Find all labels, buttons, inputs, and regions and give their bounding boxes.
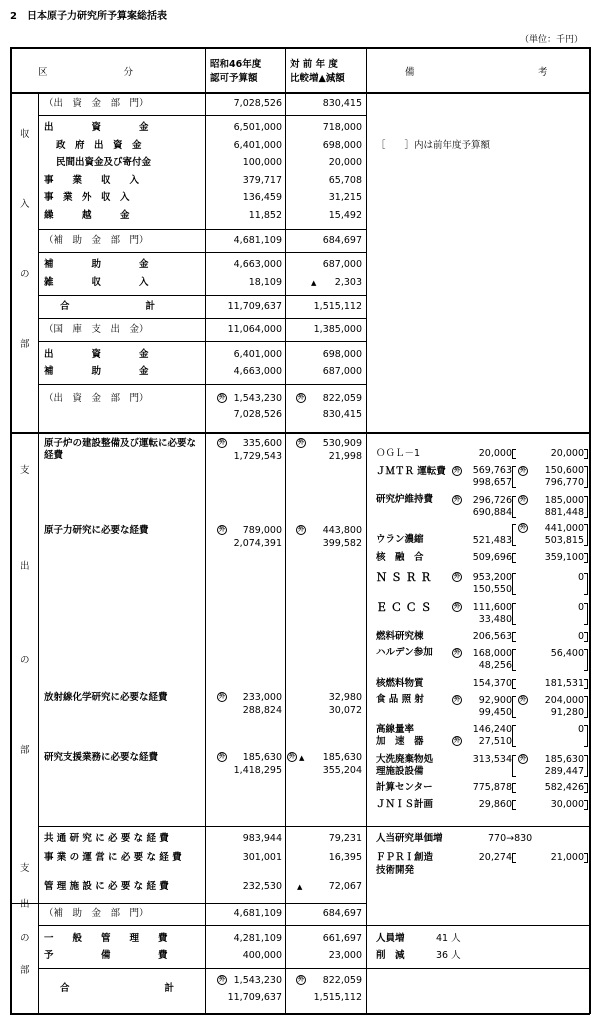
expense-row-budget-b: 1,729,543 <box>233 451 282 462</box>
note-prev: 150,600 <box>544 465 584 476</box>
note-prev: 796,770 <box>544 477 584 488</box>
note-prev: 20,000 <box>550 448 584 459</box>
grand-total-label: 合 計 <box>60 983 175 994</box>
income-row-budget-a: 1,543,230 <box>233 393 282 404</box>
note-name: 核 融 合 <box>376 552 424 563</box>
note-prev: 91,280 <box>550 707 584 718</box>
note-value: 998,657 <box>472 477 512 488</box>
subsidy-row-diff: 23,000 <box>328 950 362 961</box>
note-prev: 185,630 <box>544 754 584 765</box>
bracket <box>584 573 588 595</box>
note-value: 313,534 <box>472 754 512 765</box>
expense-side-3: の <box>20 655 30 666</box>
note-name: ＪＭＴＲ 運転費 <box>376 466 446 477</box>
expense-side2-1: 支 <box>20 863 30 874</box>
income-row-label: 補 助 金 <box>44 366 149 377</box>
income-row-label: 補 助 金 <box>44 259 149 270</box>
income-total-label: 合 計 <box>60 301 156 312</box>
income-row-diff: 830,415 <box>322 98 362 109</box>
expense-row-label: 研究支援業務に必要な経費 <box>44 752 159 763</box>
note-value: 92,900 <box>478 695 512 706</box>
note-value: 690,884 <box>472 507 512 518</box>
common-row-label: 管 理 施 設 に 必 要 な 経 費 <box>44 881 169 892</box>
common-row-diff: 16,395 <box>328 852 362 863</box>
income-side-1: 収 <box>20 129 30 140</box>
income-row-label: 事 業 外 収 入 <box>44 192 130 203</box>
note-value: 99,450 <box>478 707 512 718</box>
bracket <box>512 783 516 793</box>
note-value: 296,726 <box>472 495 512 506</box>
note-prev: 0 <box>577 631 584 642</box>
note-value: 154,370 <box>472 678 512 689</box>
gai-mark: 外 <box>519 696 526 703</box>
income-row-diff: 2,303 <box>334 277 362 288</box>
subsidy-row-budget: 4,281,109 <box>233 933 282 944</box>
note-value: 953,200 <box>472 572 512 583</box>
expense-row-budget-a: 789,000 <box>242 525 282 536</box>
gai-mark: 外 <box>453 737 460 744</box>
income-row-budget: 4,663,000 <box>233 259 282 270</box>
common-note-value: 20,274 <box>478 852 512 863</box>
expense-row-diff-b: 355,204 <box>322 765 362 776</box>
income-row-budget: 11,852 <box>248 210 282 221</box>
note-prev: 0 <box>577 602 584 613</box>
header-kubun: 区 分 <box>38 67 134 78</box>
bracket <box>512 553 516 563</box>
bracket <box>584 783 588 793</box>
subsidy-row-diff: 684,697 <box>322 908 362 919</box>
staff-value: 41 人 <box>436 933 461 944</box>
expense-row-label: 放射線化学研究に必要な経費 <box>44 692 168 703</box>
note-value: 569,763 <box>472 465 512 476</box>
income-row-diff: 698,000 <box>322 349 362 360</box>
note-value: 150,550 <box>472 584 512 595</box>
gai-mark: 外 <box>218 753 225 760</box>
income-row-budget: 4,681,109 <box>233 235 282 246</box>
income-row-diff: 684,697 <box>322 235 362 246</box>
income-row-budget: 4,663,000 <box>233 366 282 377</box>
income-row-label: 雑 収 入 <box>44 277 149 288</box>
expense-row-budget-a: 185,630 <box>242 752 282 763</box>
bracket <box>584 449 588 459</box>
note-value: 775,878 <box>472 782 512 793</box>
note-prev: 881,448 <box>544 507 584 518</box>
income-row-diff: 15,492 <box>328 210 362 221</box>
gai-mark: 外 <box>453 696 460 703</box>
income-row-diff: 1,385,000 <box>313 324 362 335</box>
gai-mark: 外 <box>453 496 460 503</box>
bracket <box>584 696 588 718</box>
note-prev: 503,815 <box>544 535 584 546</box>
gai-mark: 外 <box>288 753 295 760</box>
bracket <box>512 679 516 689</box>
bracket <box>584 755 588 777</box>
note-value: 48,256 <box>478 660 512 671</box>
note-value: 111,600 <box>472 602 512 613</box>
note-name: ウラン濃縮 <box>376 534 424 545</box>
income-side-3: の <box>20 269 30 280</box>
note-name: Ｅ Ｃ Ｃ Ｓ <box>376 601 432 614</box>
gai-mark: 外 <box>519 467 526 474</box>
gai-mark: 外 <box>453 649 460 656</box>
expense-row-diff-b: 30,072 <box>328 705 362 716</box>
bracket <box>584 553 588 563</box>
gai-mark: 外 <box>297 439 304 446</box>
bracket <box>584 800 588 810</box>
gai-mark: 外 <box>453 603 460 610</box>
income-row-label: （国 庫 支 出 金） <box>44 324 149 335</box>
gai-mark: 外 <box>218 976 225 983</box>
expense-row-diff-a: 530,909 <box>322 438 362 449</box>
bracket <box>512 649 516 671</box>
expense-side2-2: 出 <box>20 899 30 910</box>
income-row-label: 政 府 出 資 金 <box>56 140 142 151</box>
bracket <box>512 524 516 546</box>
header-budget-line1: 昭和46年度 <box>210 59 262 70</box>
bracket <box>584 496 588 518</box>
note-name-2: 理施設設備 <box>376 766 424 777</box>
grand-total-budget-b: 11,709,637 <box>227 992 282 1003</box>
income-row-budget: 6,401,000 <box>233 349 282 360</box>
expense-row-budget-a: 335,600 <box>242 438 282 449</box>
gai-mark: 外 <box>218 526 225 533</box>
subsidy-row-budget: 4,681,109 <box>233 908 282 919</box>
header-diff-line1: 対 前 年 度 <box>290 59 338 70</box>
bracket <box>584 679 588 689</box>
unit-label: （単位：千円） <box>520 35 584 45</box>
note-name: 大洗廃棄物処 <box>376 754 434 765</box>
note-prev: 30,000 <box>550 799 584 810</box>
bracket <box>512 496 516 518</box>
income-side-2: 入 <box>20 199 30 210</box>
expense-side2-4: 部 <box>20 965 30 976</box>
income-row-budget: 6,501,000 <box>233 122 282 133</box>
income-row-label: （出 資 金 部 門） <box>44 98 149 109</box>
bracket <box>584 524 588 546</box>
expense-row-diff-a: 185,630 <box>322 752 362 763</box>
note-name: 食 品 照 射 <box>376 694 424 705</box>
note-prev: 359,100 <box>544 552 584 563</box>
common-row-budget: 232,530 <box>242 881 282 892</box>
staff-key: 人員増 <box>376 933 405 944</box>
bracket <box>512 853 516 863</box>
common-row-label: 共 通 研 究 に 必 要 な 経 費 <box>44 833 169 844</box>
income-row-budget: 18,109 <box>248 277 282 288</box>
note-value: 146,240 <box>472 724 512 735</box>
expense-side-2: 出 <box>20 561 30 572</box>
common-row-diff: 79,231 <box>328 833 362 844</box>
gai-mark: 外 <box>519 524 526 531</box>
expense-row-label: 原子炉の建設整備及び運転に必要な経費 <box>44 438 197 461</box>
expense-row-diff-a: 443,800 <box>322 525 362 536</box>
income-row-budget: 6,401,000 <box>233 140 282 151</box>
gai-mark: 外 <box>218 394 225 401</box>
income-row-budget: 100,000 <box>242 157 282 168</box>
note-prev: 441,000 <box>544 523 584 534</box>
income-row-diff: 687,000 <box>322 366 362 377</box>
note-value: 27,510 <box>478 736 512 747</box>
common-note-prev: 21,000 <box>550 852 584 863</box>
income-row-diff: 687,000 <box>322 259 362 270</box>
expense-row-diff-a: 32,980 <box>328 692 362 703</box>
subsidy-row-diff: 661,697 <box>322 933 362 944</box>
income-side-4: 部 <box>20 339 30 350</box>
common-row-budget: 983,944 <box>242 833 282 844</box>
income-total-diff: 1,515,112 <box>313 301 362 312</box>
note-name: 燃料研究棟 <box>376 631 424 642</box>
note-prev: 185,000 <box>544 495 584 506</box>
bracket <box>512 632 516 642</box>
income-row-budget-b: 7,028,526 <box>233 409 282 420</box>
gai-mark: 外 <box>519 755 526 762</box>
bracket <box>512 573 516 595</box>
gai-mark: 外 <box>297 976 304 983</box>
note-prev: 56,400 <box>550 648 584 659</box>
note-name: 核燃料物質 <box>376 678 424 689</box>
note-prev: 0 <box>577 572 584 583</box>
gai-mark: 外 <box>218 693 225 700</box>
income-row-label: 出 資 金 <box>44 122 149 133</box>
income-row-budget: 379,717 <box>242 175 282 186</box>
header-biko: 備 考 <box>405 67 548 78</box>
header-budget-line2: 認可予算額 <box>210 73 258 84</box>
common-note-name: 人当研究単価増 <box>376 833 443 844</box>
grand-total-budget-a: 1,543,230 <box>233 975 282 986</box>
note-value: 509,696 <box>472 552 512 563</box>
common-row-diff: 72,067 <box>328 881 362 892</box>
note-prev: 204,000 <box>544 695 584 706</box>
bracket <box>512 603 516 625</box>
subsidy-row-label: 一 般 管 理 費 <box>44 933 168 944</box>
note-value: 20,000 <box>478 448 512 459</box>
note-name: 計算センター <box>376 782 433 793</box>
expense-row-budget-b: 288,824 <box>242 705 282 716</box>
bracket <box>584 853 588 863</box>
subsidy-row-label: （補 助 金 部 門） <box>44 908 149 919</box>
bracket <box>512 800 516 810</box>
decrease-mark: ▲ <box>297 883 303 891</box>
income-row-diff-a: 822,059 <box>322 393 362 404</box>
bracket <box>512 696 516 718</box>
grand-total-diff-a: 822,059 <box>322 975 362 986</box>
common-note-name-2: 技術開発 <box>376 865 415 876</box>
expense-row-budget-b: 2,074,391 <box>233 538 282 549</box>
bracket <box>512 725 516 747</box>
gai-mark: 外 <box>453 573 460 580</box>
income-note: ［ ］内は前年度予算額 <box>376 140 491 151</box>
note-value: 168,000 <box>472 648 512 659</box>
staff-value: 36 人 <box>436 950 461 961</box>
bracket <box>584 466 588 488</box>
expense-row-label: 原子力研究に必要な経費 <box>44 525 149 536</box>
income-row-diff: 718,000 <box>322 122 362 133</box>
note-name: 高線量率 <box>376 724 415 735</box>
note-prev: 582,426 <box>544 782 584 793</box>
expense-side2-3: の <box>20 933 30 944</box>
expense-row-diff-b: 21,998 <box>328 451 362 462</box>
income-row-label: （出 資 金 部 門） <box>44 393 149 404</box>
gai-mark: 外 <box>519 496 526 503</box>
subsidy-row-label: 予 備 費 <box>44 950 168 961</box>
note-name: ＪＮＩＳ計画 <box>376 799 434 810</box>
header-diff-line2: 比較増▲減額 <box>290 73 345 84</box>
expense-row-budget-b: 1,418,295 <box>233 765 282 776</box>
expense-side-4: 部 <box>20 745 30 756</box>
note-value: 29,860 <box>478 799 512 810</box>
decrease-mark: ▲ <box>299 754 305 762</box>
gai-mark: 外 <box>218 439 225 446</box>
income-row-label: 事 業 収 入 <box>44 175 140 186</box>
bracket <box>512 449 516 459</box>
subsidy-row-budget: 400,000 <box>242 950 282 961</box>
bracket <box>584 632 588 642</box>
common-row-label: 事 業 の 運 営 に 必 要 な 経 費 <box>44 852 182 863</box>
note-name: ハルデン参加 <box>376 647 433 658</box>
income-total-budget: 11,709,637 <box>227 301 282 312</box>
income-row-diff: 20,000 <box>328 157 362 168</box>
expense-side-1: 支 <box>20 465 30 476</box>
income-row-diff: 65,708 <box>328 175 362 186</box>
gai-mark: 外 <box>453 467 460 474</box>
bracket <box>512 466 516 488</box>
income-row-budget: 11,064,000 <box>227 324 282 335</box>
income-row-diff-b: 830,415 <box>322 409 362 420</box>
document-title: 2 日本原子力研究所予算案総括表 <box>10 11 167 22</box>
income-row-budget: 136,459 <box>242 192 282 203</box>
note-name: 研究炉維持費 <box>376 494 434 505</box>
note-value: 521,483 <box>472 535 512 546</box>
note-name: ＯＧＬ－1 <box>376 448 421 459</box>
note-value: 33,480 <box>478 614 512 625</box>
common-note-name: ＦＰＲＩ創造 <box>376 852 434 863</box>
gai-mark: 外 <box>297 526 304 533</box>
bracket <box>584 725 588 747</box>
bracket <box>584 603 588 625</box>
expense-row-diff-b: 399,582 <box>322 538 362 549</box>
decrease-mark: ▲ <box>311 279 317 287</box>
income-row-label: 出 資 金 <box>44 349 149 360</box>
bracket <box>584 649 588 671</box>
note-value: 206,563 <box>472 631 512 642</box>
expense-row-budget-a: 233,000 <box>242 692 282 703</box>
income-row-label: 民間出資金及び寄付金 <box>56 157 152 168</box>
income-row-budget: 7,028,526 <box>233 98 282 109</box>
note-prev: 181,531 <box>544 678 584 689</box>
gai-mark: 外 <box>297 394 304 401</box>
bracket <box>512 755 516 777</box>
income-row-label: 繰 越 金 <box>44 210 130 221</box>
common-row-budget: 301,001 <box>242 852 282 863</box>
note-name: Ｎ Ｓ Ｒ Ｒ <box>376 571 432 584</box>
note-prev: 289,447 <box>544 766 584 777</box>
income-row-diff: 31,215 <box>328 192 362 203</box>
income-row-label: （補 助 金 部 門） <box>44 235 149 246</box>
income-row-diff: 698,000 <box>322 140 362 151</box>
note-prev: 0 <box>577 724 584 735</box>
common-note-value: 770→830 <box>488 833 533 844</box>
staff-key: 削 減 <box>376 950 405 961</box>
grand-total-diff-b: 1,515,112 <box>313 992 362 1003</box>
note-name-2: 加 速 器 <box>376 736 424 747</box>
